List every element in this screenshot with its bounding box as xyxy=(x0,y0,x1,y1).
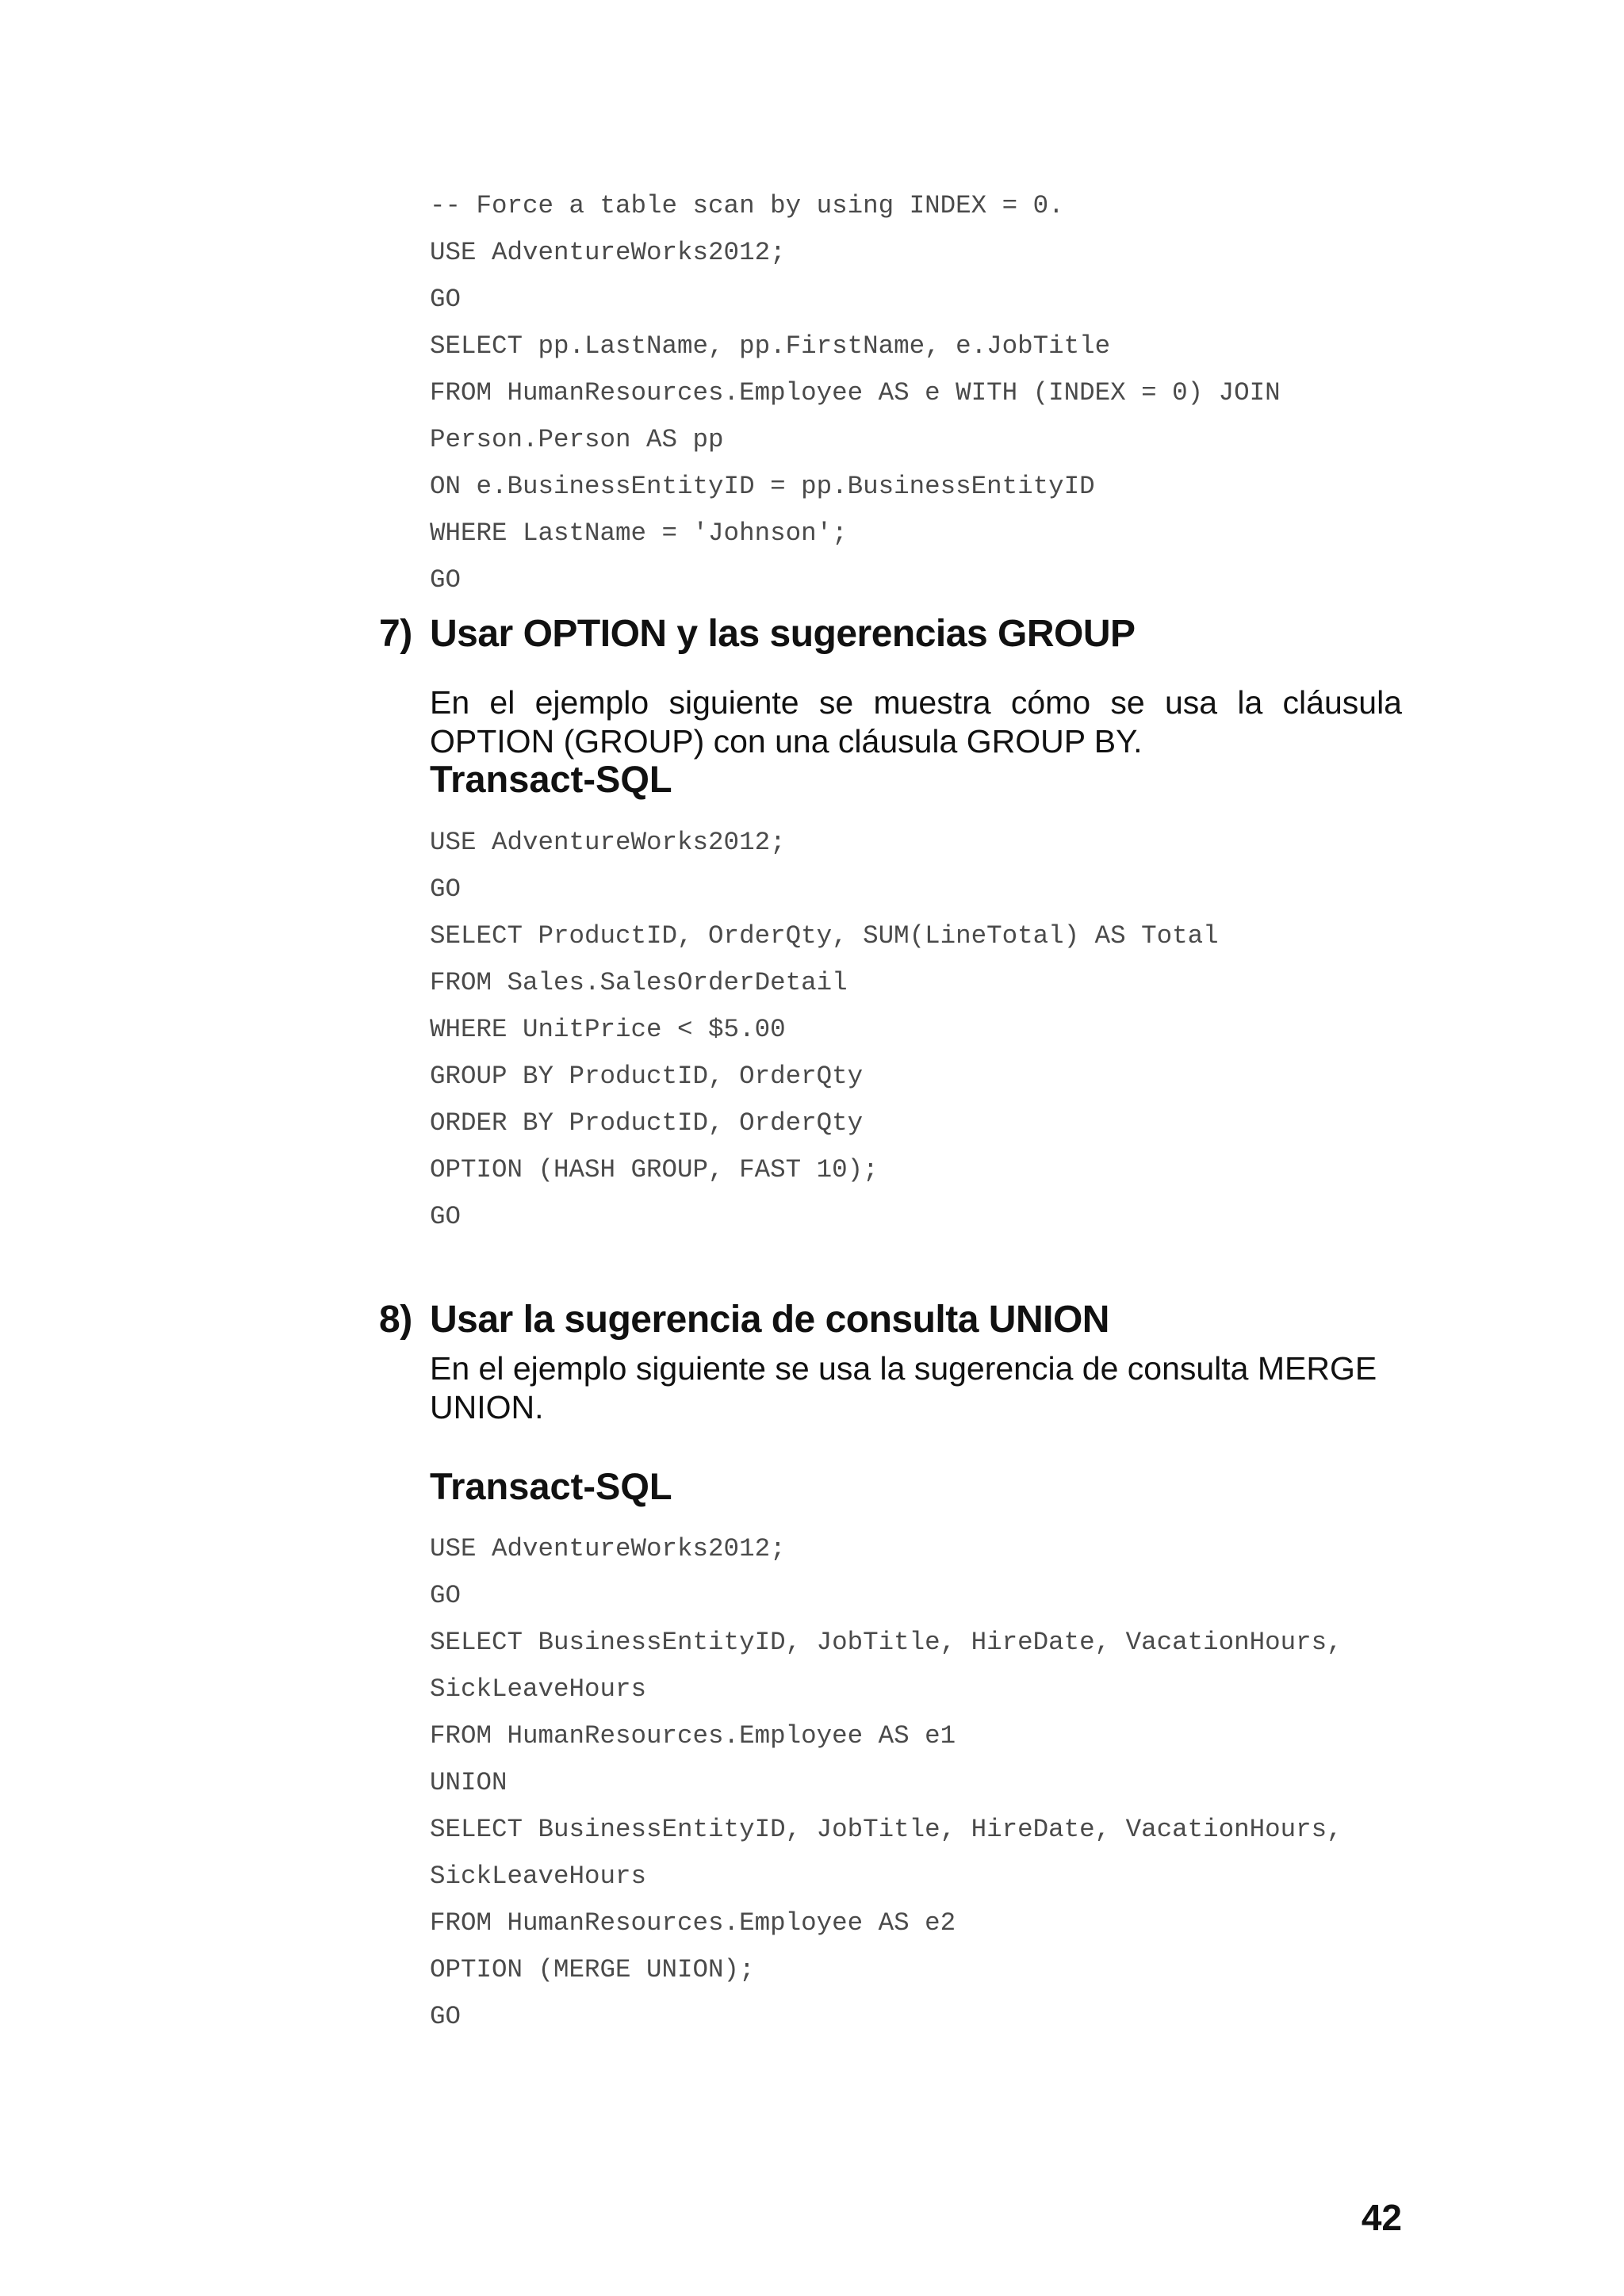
code-line: -- Force a table scan by using INDEX = 0. xyxy=(430,191,1064,220)
section-8-number: 8) xyxy=(379,1299,412,1341)
code-block-index-hint xyxy=(430,182,1524,603)
code-block-merge-union xyxy=(430,1525,1524,2040)
code-line: OPTION (HASH GROUP, FAST 10); xyxy=(430,1155,879,1184)
code-line: OPTION (MERGE UNION); xyxy=(430,1955,755,1984)
section-8-subheading: Transact-SQL xyxy=(430,1465,672,1507)
section-8-title: Usar la sugerencia de consulta UNION xyxy=(430,1299,1109,1341)
code-line: GO xyxy=(430,874,462,904)
code-line: SELECT ProductID, OrderQty, SUM(LineTotal) AS Total xyxy=(430,921,1219,951)
code-line: SELECT BusinessEntityID, JobTitle, HireDate, VacationHours, xyxy=(430,1628,1342,1657)
code-line: FROM HumanResources.Employee AS e2 xyxy=(430,1908,956,1938)
code-line: FROM Sales.SalesOrderDetail xyxy=(430,968,848,997)
code-line: SickLeaveHours xyxy=(430,1674,647,1704)
code-line: USE AdventureWorks2012; xyxy=(430,1534,786,1563)
code-line: SickLeaveHours xyxy=(430,1862,647,1891)
code-line: UNION xyxy=(430,1768,508,1797)
code-line: USE AdventureWorks2012; xyxy=(430,828,786,857)
code-line: WHERE UnitPrice < $5.00 xyxy=(430,1015,786,1044)
code-line: USE AdventureWorks2012; xyxy=(430,238,786,267)
code-line: SELECT BusinessEntityID, JobTitle, HireDate, VacationHours, xyxy=(430,1815,1342,1844)
section-7-heading xyxy=(379,612,1136,656)
section-7-paragraph: En el ejemplo siguiente se muestra cómo se usa la cláusula OPTION (GROUP) con una cláusula GROUP BY. xyxy=(430,684,1402,760)
code-line: GO xyxy=(430,1202,462,1231)
code-line: GO xyxy=(430,2002,462,2031)
code-line: GO xyxy=(430,565,462,595)
section-8-paragraph: En el ejemplo siguiente se usa la sugerencia de consulta MERGE UNION. xyxy=(430,1350,1377,1425)
code-line: WHERE LastName = 'Johnson'; xyxy=(430,519,848,548)
code-block-option-group xyxy=(430,819,1524,1240)
code-line: FROM HumanResources.Employee AS e1 xyxy=(430,1721,956,1751)
section-7-subheading: Transact-SQL xyxy=(430,758,672,800)
code-line: ON e.BusinessEntityID = pp.BusinessEntityID xyxy=(430,472,1095,501)
code-line: GROUP BY ProductID, OrderQty xyxy=(430,1062,864,1091)
page-number: 42 xyxy=(1361,2197,1402,2238)
code-line: Person.Person AS pp xyxy=(430,425,724,454)
code-line: SELECT pp.LastName, pp.FirstName, e.JobTitle xyxy=(430,331,1111,361)
code-line: GO xyxy=(430,1581,462,1610)
code-line: ORDER BY ProductID, OrderQty xyxy=(430,1108,864,1138)
section-7-title: Usar OPTION y las sugerencias GROUP xyxy=(430,613,1136,655)
code-line: GO xyxy=(430,285,462,314)
section-7-number: 7) xyxy=(379,613,412,655)
code-line: FROM HumanResources.Employee AS e WITH (INDEX = 0) JOIN xyxy=(430,378,1281,408)
section-8-heading xyxy=(379,1298,1109,1341)
